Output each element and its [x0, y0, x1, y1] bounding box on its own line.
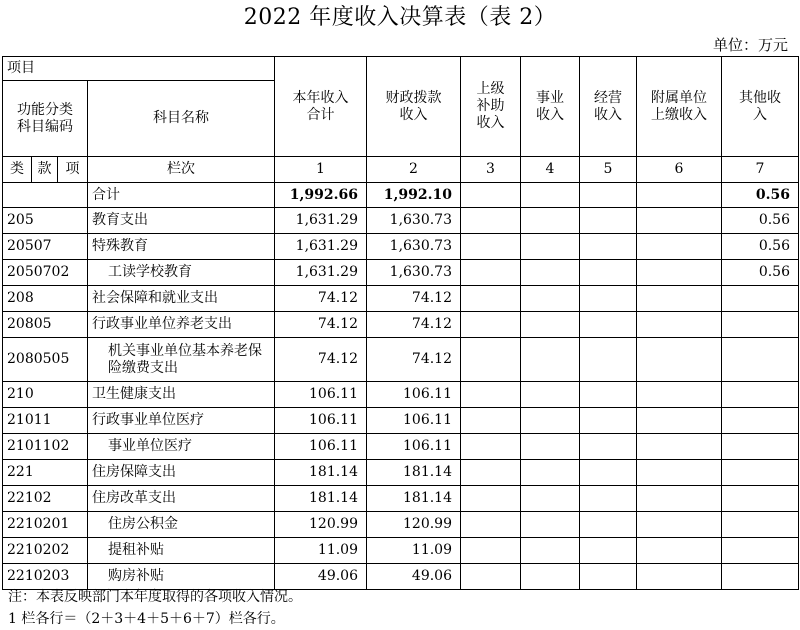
- total-label: 合计: [88, 183, 275, 208]
- row-name: 特殊教育: [88, 234, 275, 260]
- total-col5: [580, 183, 637, 208]
- row-col5: [580, 286, 637, 312]
- row-col5: [580, 382, 637, 408]
- row-col5: [580, 338, 637, 382]
- row-col2: 181.14: [367, 486, 461, 512]
- note-line-1: 注：本表反映部门本年度取得的各项收入情况。: [8, 589, 302, 605]
- row-col4: [521, 260, 580, 286]
- row-col1: 120.99: [275, 512, 367, 538]
- row-col6: [637, 538, 722, 564]
- row-col2: 181.14: [367, 460, 461, 486]
- row-col5: [580, 234, 637, 260]
- header-lanci: 栏次: [88, 157, 275, 183]
- row-col7: [722, 538, 799, 564]
- table-row: [3, 460, 799, 486]
- row-col1: 11.09: [275, 538, 367, 564]
- header-col5: 经营 收入: [580, 57, 637, 157]
- row-col2: 1,630.73: [367, 234, 461, 260]
- row-name: 购房补贴: [88, 564, 275, 590]
- row-col3: [461, 208, 521, 234]
- row-col4: [521, 486, 580, 512]
- row-col6: [637, 564, 722, 590]
- row-col6: [637, 260, 722, 286]
- row-col4: [521, 408, 580, 434]
- row-name: 住房保障支出: [88, 460, 275, 486]
- row-name: 行政事业单位医疗: [88, 408, 275, 434]
- row-col2: 74.12: [367, 286, 461, 312]
- row-col2: 11.09: [367, 538, 461, 564]
- col-number-7: 7: [722, 157, 799, 183]
- row-col2: 106.11: [367, 434, 461, 460]
- row-col4: [521, 564, 580, 590]
- table-row: [3, 486, 799, 512]
- row-col2: 106.11: [367, 408, 461, 434]
- row-col6: [637, 382, 722, 408]
- row-col7: [722, 486, 799, 512]
- row-col1: 106.11: [275, 382, 367, 408]
- row-col4: [521, 538, 580, 564]
- total-col2: 1,992.10: [367, 183, 461, 208]
- row-col3: [461, 382, 521, 408]
- row-col1: 106.11: [275, 434, 367, 460]
- table-row: [3, 286, 799, 312]
- total-col1: 1,992.66: [275, 183, 367, 208]
- row-col6: [637, 312, 722, 338]
- row-col7: [722, 460, 799, 486]
- total-col7: 0.56: [722, 183, 799, 208]
- table-row: [3, 538, 799, 564]
- row-col4: [521, 208, 580, 234]
- row-code: 21011: [3, 408, 88, 434]
- row-code: 2050702: [3, 260, 88, 286]
- row-col4: [521, 286, 580, 312]
- row-col2: 120.99: [367, 512, 461, 538]
- row-col4: [521, 434, 580, 460]
- row-col3: [461, 512, 521, 538]
- row-col7: 0.56: [722, 260, 799, 286]
- row-col4: [521, 460, 580, 486]
- row-code: 20805: [3, 312, 88, 338]
- row-code: 2210203: [3, 564, 88, 590]
- row-col3: [461, 434, 521, 460]
- header-col3: 上级 补助 收入: [461, 57, 521, 157]
- total-col4: [521, 183, 580, 208]
- header-col1: 本年收入 合计: [275, 57, 367, 157]
- row-col6: [637, 286, 722, 312]
- row-col7: [722, 564, 799, 590]
- row-col7: [722, 408, 799, 434]
- row-col1: 1,631.29: [275, 208, 367, 234]
- row-col4: [521, 382, 580, 408]
- row-col1: 74.12: [275, 312, 367, 338]
- total-col3: [461, 183, 521, 208]
- header-name-label: 科目名称: [88, 81, 275, 157]
- row-col1: 74.12: [275, 286, 367, 312]
- row-col5: [580, 312, 637, 338]
- row-col1: 1,631.29: [275, 234, 367, 260]
- row-col1: 181.14: [275, 486, 367, 512]
- row-col3: [461, 486, 521, 512]
- row-col5: [580, 260, 637, 286]
- row-code: 205: [3, 208, 88, 234]
- header-col6: 附属单位 上缴收入: [637, 57, 722, 157]
- row-name: 行政事业单位养老支出: [88, 312, 275, 338]
- row-col7: [722, 286, 799, 312]
- col-number-2: 2: [367, 157, 461, 183]
- row-col6: [637, 338, 722, 382]
- income-table: [2, 56, 799, 590]
- row-col6: [637, 486, 722, 512]
- header-col4: 事业 收入: [521, 57, 580, 157]
- note-line-2: 1 栏各行＝（2＋3＋4＋5＋6＋7）栏各行。: [8, 611, 285, 627]
- row-col6: [637, 460, 722, 486]
- header-item: 项目: [3, 57, 275, 81]
- row-col1: 181.14: [275, 460, 367, 486]
- row-col2: 106.11: [367, 382, 461, 408]
- col-number-3: 3: [461, 157, 521, 183]
- row-col2: 1,630.73: [367, 260, 461, 286]
- header-col2: 财政拨款 收入: [367, 57, 461, 157]
- row-name: 住房公积金: [88, 512, 275, 538]
- total-row: [3, 183, 799, 208]
- row-col2: 49.06: [367, 564, 461, 590]
- col-number-6: 6: [637, 157, 722, 183]
- row-col5: [580, 512, 637, 538]
- row-code: 20507: [3, 234, 88, 260]
- row-code: 2210202: [3, 538, 88, 564]
- row-col5: [580, 408, 637, 434]
- row-name: 事业单位医疗: [88, 434, 275, 460]
- table-row: [3, 382, 799, 408]
- row-col3: [461, 312, 521, 338]
- row-col7: 0.56: [722, 234, 799, 260]
- row-col7: [722, 434, 799, 460]
- table-row: [3, 434, 799, 460]
- row-col3: [461, 408, 521, 434]
- row-col2: 74.12: [367, 338, 461, 382]
- row-col6: [637, 408, 722, 434]
- row-col2: 74.12: [367, 312, 461, 338]
- row-col3: [461, 260, 521, 286]
- row-name: 机关事业单位基本养老保险缴费支出: [88, 338, 275, 382]
- unit-label: 单位：万元: [712, 36, 788, 54]
- row-name: 社会保障和就业支出: [88, 286, 275, 312]
- row-name: 卫生健康支出: [88, 382, 275, 408]
- row-name: 住房改革支出: [88, 486, 275, 512]
- row-col3: [461, 286, 521, 312]
- table-row: [3, 234, 799, 260]
- row-col1: 1,631.29: [275, 260, 367, 286]
- row-col3: [461, 338, 521, 382]
- header-xiang: 项: [58, 157, 88, 183]
- row-name: 教育支出: [88, 208, 275, 234]
- notes: [8, 586, 302, 630]
- row-col4: [521, 312, 580, 338]
- row-col6: [637, 234, 722, 260]
- row-col5: [580, 564, 637, 590]
- table-row: [3, 208, 799, 234]
- col-number-4: 4: [521, 157, 580, 183]
- row-col7: [722, 312, 799, 338]
- row-col1: 74.12: [275, 338, 367, 382]
- row-code: 221: [3, 460, 88, 486]
- table-row: [3, 408, 799, 434]
- row-col6: [637, 208, 722, 234]
- row-col5: [580, 486, 637, 512]
- row-code: 210: [3, 382, 88, 408]
- row-col6: [637, 434, 722, 460]
- row-col3: [461, 234, 521, 260]
- row-col1: 106.11: [275, 408, 367, 434]
- row-col4: [521, 338, 580, 382]
- row-col3: [461, 564, 521, 590]
- header-lei: 类: [3, 157, 32, 183]
- row-code: 208: [3, 286, 88, 312]
- row-col6: [637, 512, 722, 538]
- row-name: 工读学校教育: [88, 260, 275, 286]
- table-row: [3, 512, 799, 538]
- table-row: [3, 260, 799, 286]
- header-col7: 其他收 入: [722, 57, 799, 157]
- table-row: [3, 338, 799, 382]
- row-col2: 1,630.73: [367, 208, 461, 234]
- row-col5: [580, 208, 637, 234]
- header-code-label: 功能分类 科目编码: [3, 81, 88, 157]
- header-kuan: 款: [32, 157, 58, 183]
- row-col7: [722, 382, 799, 408]
- row-col4: [521, 512, 580, 538]
- row-col4: [521, 234, 580, 260]
- total-code-cell: [3, 183, 88, 208]
- row-code: 22102: [3, 486, 88, 512]
- total-col6: [637, 183, 722, 208]
- row-col3: [461, 460, 521, 486]
- row-col7: [722, 512, 799, 538]
- row-code: 2080505: [3, 338, 88, 382]
- row-name: 提租补贴: [88, 538, 275, 564]
- row-col3: [461, 538, 521, 564]
- row-col7: [722, 338, 799, 382]
- row-col5: [580, 434, 637, 460]
- col-number-5: 5: [580, 157, 637, 183]
- row-col1: 49.06: [275, 564, 367, 590]
- row-code: 2101102: [3, 434, 88, 460]
- page-title: 2022 年度收入决算表（表 2）: [243, 5, 557, 30]
- row-col7: 0.56: [722, 208, 799, 234]
- row-col5: [580, 538, 637, 564]
- col-number-1: 1: [275, 157, 367, 183]
- row-col5: [580, 460, 637, 486]
- row-code: 2210201: [3, 512, 88, 538]
- table-row: [3, 312, 799, 338]
